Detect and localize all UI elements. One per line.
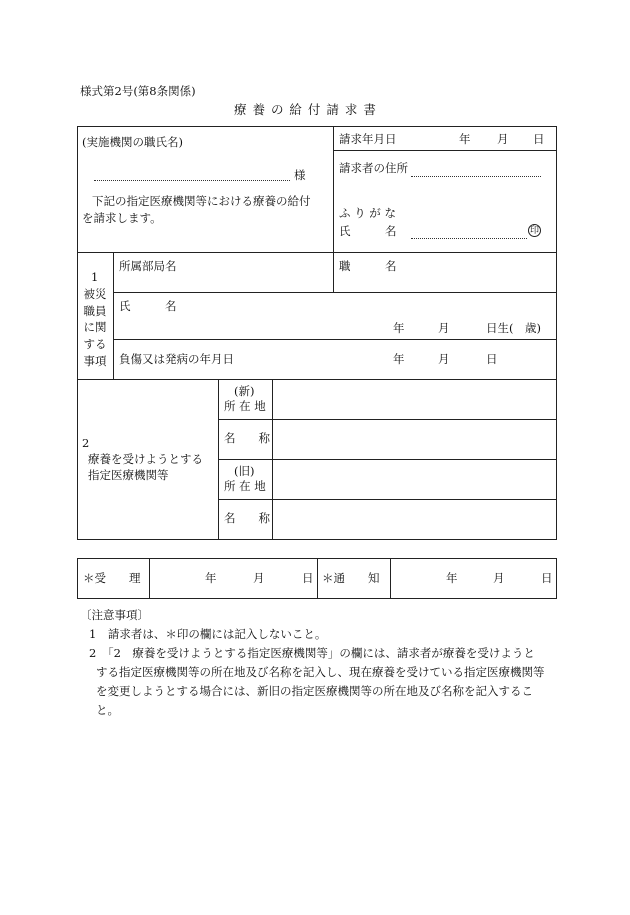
new-name-field[interactable] (273, 420, 556, 459)
receipt-divider-3 (390, 558, 391, 599)
notice-label: ＊通 知 (322, 571, 380, 585)
note-2-line2: する指定医療機関等の所在地及び名称を記入し、現在療養を受けている指定医療機関等 (96, 665, 545, 679)
old-name-label: 名 称 (224, 511, 270, 525)
note-1: 1 請求者は、＊印の欄には記入しないこと。 (89, 627, 327, 641)
notice-year: 年 (446, 571, 458, 585)
new-tag: (新) (234, 384, 255, 398)
received-year: 年 (205, 571, 217, 585)
section1-vertical-label: 被災 職員 に関 する 事項 (83, 287, 107, 368)
address-field[interactable] (411, 176, 541, 177)
receipt-divider-2 (317, 558, 318, 599)
department-label: 所属部局名 (119, 259, 177, 273)
agency-head-label: (実施機関の職氏名) (82, 135, 183, 149)
received-label: ＊受 理 (83, 571, 141, 585)
old-name-field[interactable] (273, 500, 556, 539)
request-statement-line2: を請求します。 (82, 211, 162, 225)
note-2-line3: を変更しようとする場合には、新旧の指定医療機関等の所在地及び名称を記入するこ (96, 684, 533, 698)
notes-heading: 〔注意事項〕 (80, 608, 149, 622)
header-divider (333, 126, 334, 252)
old-tag: (旧) (234, 464, 255, 478)
section1-row2-border (113, 339, 557, 340)
section2-number: 2 (82, 436, 90, 450)
receipt-divider-1 (149, 558, 150, 599)
furigana-label: ふ り が な (339, 206, 396, 220)
request-statement-line1: 下記の指定医療機関等における療養の給付 (92, 194, 311, 208)
request-date-year: 年 (459, 132, 471, 146)
injury-year: 年 (393, 352, 405, 366)
request-date-label: 請求年月日 (339, 132, 397, 146)
request-date-underline (333, 150, 557, 151)
section2-label-line2: 指定医療機関等 (88, 468, 169, 482)
injury-day: 日 (486, 352, 498, 366)
notice-month: 月 (493, 571, 505, 585)
section1-row1-border (113, 292, 557, 293)
page-title: 療 養 の 給 付 請 求 書 (234, 102, 377, 117)
notice-day: 日 (541, 571, 553, 585)
birth-year: 年 (393, 321, 405, 335)
section2-label-line1: 療養を受けようとする (88, 452, 203, 466)
section1-position-divider (333, 252, 334, 292)
name-field[interactable] (411, 238, 527, 239)
old-location-label: 所 在 地 (224, 479, 266, 493)
new-name-label: 名 称 (224, 431, 270, 445)
agency-head-field[interactable] (94, 180, 290, 181)
birth-month: 月 (438, 321, 450, 335)
new-location-field[interactable] (273, 380, 556, 419)
new-location-label: 所 在 地 (224, 399, 266, 413)
received-month: 月 (253, 571, 265, 585)
request-date-day: 日 (533, 132, 545, 146)
section1-label-divider (113, 252, 114, 379)
received-day: 日 (302, 571, 314, 585)
birth-suffix: 日生( 歳) (486, 321, 541, 335)
seal-mark: 印 (529, 226, 539, 236)
section1-number: 1 (91, 270, 99, 284)
injury-month: 月 (438, 352, 450, 366)
note-2-line4: と。 (96, 703, 119, 717)
position-label: 職 名 (339, 259, 397, 273)
old-location-field[interactable] (273, 460, 556, 499)
form-number: 様式第2号(第8条関係) (80, 84, 196, 98)
request-date-month: 月 (497, 132, 509, 146)
employee-name-label: 氏 名 (119, 299, 177, 313)
name-label: 氏 名 (339, 224, 397, 238)
note-2-line1: 2 「2 療養を受けようとする指定医療機関等」の欄には、請求者が療養を受けようと (89, 646, 535, 660)
address-label: 請求者の住所 (339, 161, 408, 175)
injury-date-label: 負傷又は発病の年月日 (119, 352, 234, 366)
header-bottom-border (77, 252, 557, 253)
sama-label: 様 (294, 168, 306, 182)
